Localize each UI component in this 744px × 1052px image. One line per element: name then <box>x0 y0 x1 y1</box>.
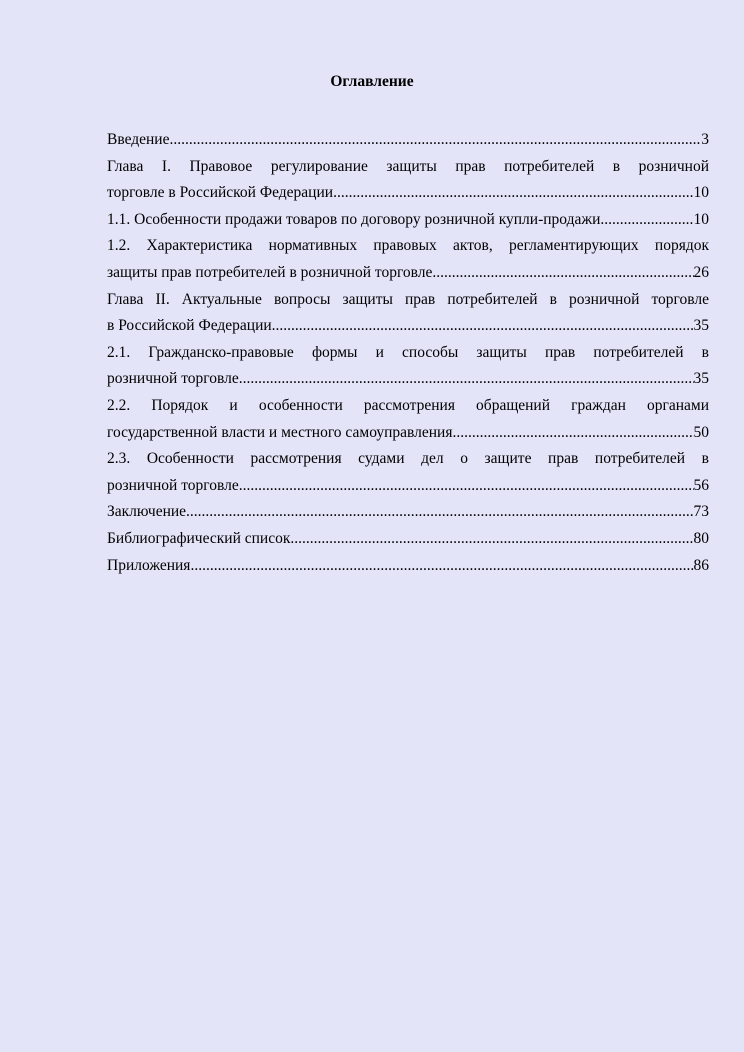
toc-entry-line: 2.3. Особенности рассмотрения судами дел о защите прав потребителей в <box>107 450 709 468</box>
dot-leader <box>186 502 693 522</box>
toc-entry-last-line <box>107 263 709 290</box>
toc-entry-last-line <box>107 316 709 343</box>
toc-entry-last-line <box>107 556 709 583</box>
toc-entry <box>107 210 709 237</box>
toc-entry-text: торговле в Российской Федерации <box>107 184 334 202</box>
toc-entry <box>107 556 709 583</box>
toc-entry <box>107 449 709 502</box>
dot-leader <box>272 316 694 336</box>
toc-entry-last-line <box>107 502 709 529</box>
toc-entry-page-number: 80 <box>693 529 709 547</box>
dot-leader <box>333 183 693 203</box>
toc-entry <box>107 343 709 396</box>
toc-entry-page-number: 10 <box>693 210 709 228</box>
toc-entry-line: Глава II. Актуальные вопросы защиты прав потребителей в розничной торговле <box>107 290 709 308</box>
dot-leader <box>452 423 693 443</box>
toc-entry-last-line <box>107 423 709 450</box>
toc-entry <box>107 236 709 289</box>
toc-entry-text: 1.1. Особенности продажи товаров по договору розничной купли-продажи <box>107 210 601 228</box>
toc-entry-line: Глава I. Правовое регулирование защиты прав потребителей в розничной <box>107 157 709 175</box>
table-of-contents <box>107 130 709 582</box>
toc-entry-page-number: 56 <box>693 476 709 494</box>
toc-entry-last-line <box>107 210 709 237</box>
toc-entry-page-number: 73 <box>693 503 709 521</box>
toc-entry-text: розничной торговле <box>107 476 239 494</box>
toc-entry-last-line <box>107 529 709 556</box>
toc-entry-page-number: 35 <box>693 370 709 388</box>
dot-leader <box>432 263 693 283</box>
toc-entry <box>107 290 709 343</box>
dot-leader <box>190 556 693 576</box>
toc-title: Оглавление <box>330 73 414 90</box>
toc-entry-last-line <box>107 369 709 396</box>
toc-entry-text: Заключение <box>107 503 187 521</box>
toc-entry-text: государственной власти и местного самоуправления <box>107 423 453 441</box>
toc-entry-page-number: 50 <box>693 423 709 441</box>
toc-entry-text: розничной торговле <box>107 370 239 388</box>
toc-entry-line: 2.2. Порядок и особенности рассмотрения обращений граждан органами <box>107 396 709 414</box>
dot-leader <box>239 369 694 389</box>
toc-entry-page-number: 35 <box>693 317 709 335</box>
dot-leader <box>169 130 701 150</box>
toc-entry-page-number: 10 <box>693 184 709 202</box>
toc-entry <box>107 529 709 556</box>
toc-entry-text: защиты прав потребителей в розничной торговле <box>107 263 433 281</box>
toc-entry-text: Приложения <box>107 556 191 574</box>
toc-entry-text: Библиографический список <box>107 529 291 547</box>
toc-entry-line: 1.2. Характеристика нормативных правовых актов, регламентирующих порядок <box>107 237 709 255</box>
dot-leader <box>290 529 693 549</box>
toc-entry <box>107 396 709 449</box>
toc-entry-line: 2.1. Гражданско-правовые формы и способы защиты прав потребителей в <box>107 343 709 361</box>
toc-entry <box>107 157 709 210</box>
toc-entry-last-line <box>107 130 709 157</box>
toc-entry-page-number: 26 <box>693 263 709 281</box>
toc-entry <box>107 130 709 157</box>
toc-entry-page-number: 3 <box>701 131 709 148</box>
toc-entry-text: в Российской Федерации <box>107 317 272 335</box>
toc-entry <box>107 502 709 529</box>
toc-entry-last-line <box>107 183 709 210</box>
dot-leader <box>239 476 694 496</box>
dot-leader <box>600 210 693 230</box>
toc-entry-text: Введение <box>107 131 170 148</box>
toc-entry-last-line <box>107 476 709 503</box>
toc-entry-page-number: 86 <box>693 556 709 574</box>
